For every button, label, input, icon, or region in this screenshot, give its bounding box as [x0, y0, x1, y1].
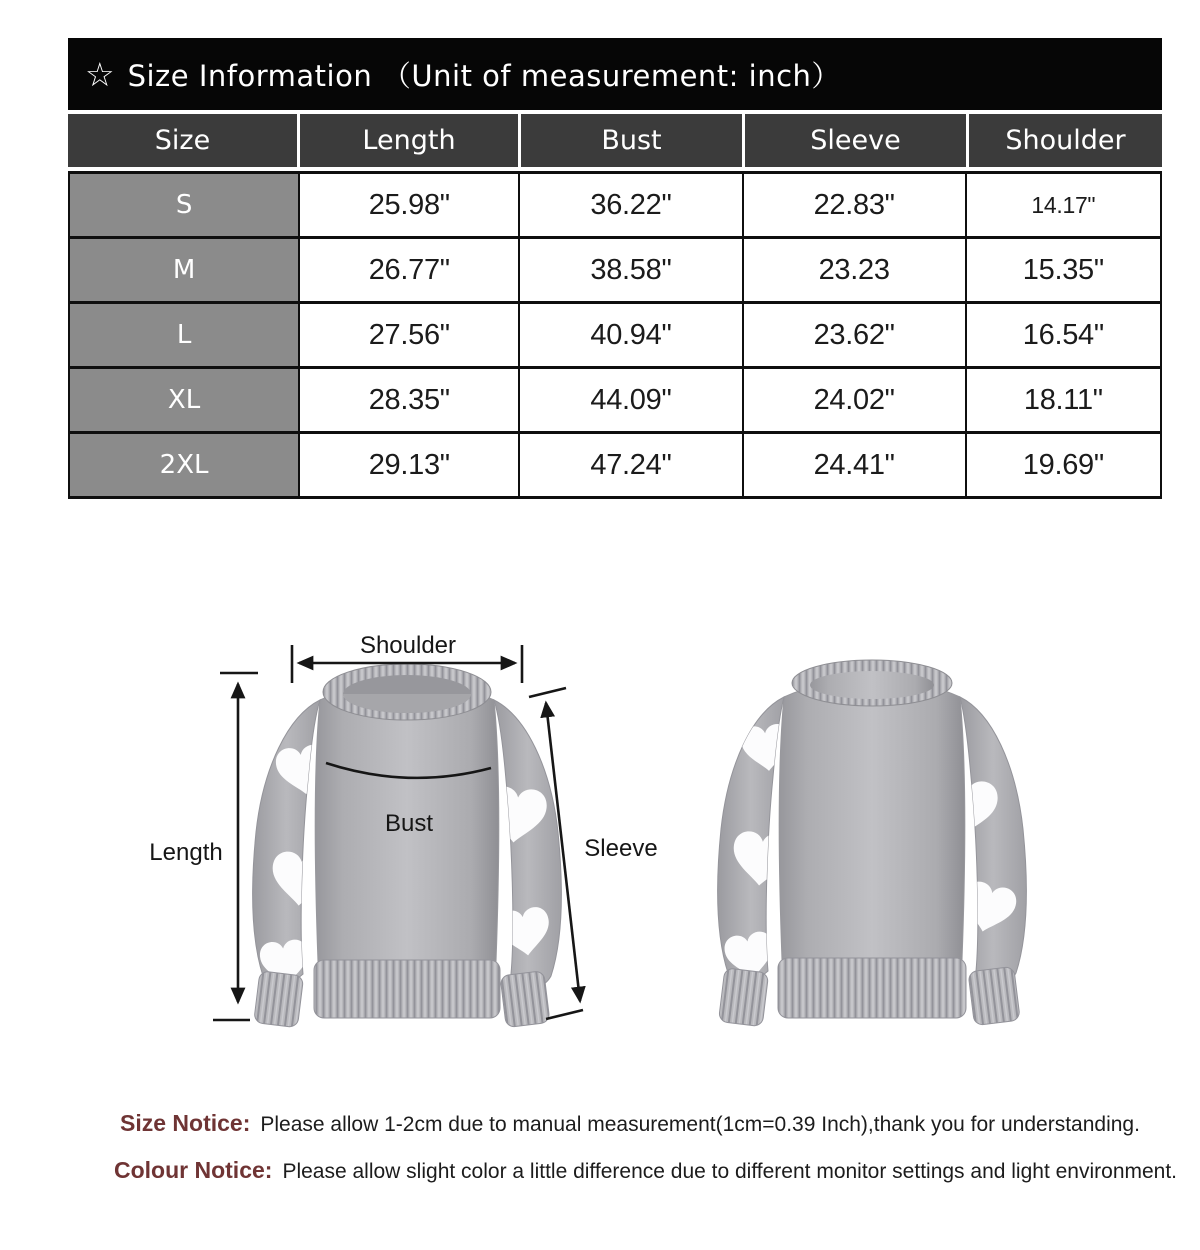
value-cell: 25.98" [298, 174, 518, 236]
table-header-row [68, 114, 1162, 167]
size-cell: S [70, 174, 298, 236]
value-cell: 22.83" [742, 174, 965, 236]
colour-notice-label: Colour Notice: [114, 1157, 273, 1183]
value-cell: 27.56" [298, 304, 518, 366]
size-cell: L [70, 304, 298, 366]
column-header-shoulder: Shoulder [966, 114, 1162, 167]
value-cell: 28.35" [298, 369, 518, 431]
sweater-front-illustration [253, 664, 562, 1028]
column-header-size: Size [154, 125, 211, 156]
star-icon: ☆ [85, 54, 115, 94]
value-cell: 15.35" [965, 239, 1160, 301]
size-cell: XL [70, 369, 298, 431]
colour-notice-text: Please allow slight color a little difference due to different monitor settings and light environment. [282, 1160, 1178, 1183]
size-notice-text: Please allow 1-2cm due to manual measurement(1cm=0.39 Inch),thank you for understanding. [260, 1113, 1140, 1136]
column-header-sleeve: Sleeve [742, 114, 966, 167]
size-notice-label: Size Notice: [120, 1110, 251, 1136]
page-title: Size Information （Unit of measurement: inch） [127, 58, 841, 93]
length-label: Length [149, 839, 223, 866]
sleeve-label: Sleeve [584, 835, 658, 862]
table-row [70, 171, 1160, 236]
title-bar [68, 38, 1162, 110]
size-cell: 2XL [70, 434, 298, 496]
column-header-bust: Bust [518, 114, 742, 167]
value-cell: 18.11" [965, 369, 1160, 431]
bust-label: Bust [384, 810, 434, 837]
sweater-diagram [0, 600, 1200, 1080]
shoulder-label: Shoulder [359, 632, 457, 659]
column-header-length: Length [297, 114, 518, 167]
value-cell: 26.77" [298, 239, 518, 301]
size-notice [120, 1110, 1140, 1137]
value-cell: 44.09" [518, 369, 741, 431]
table-row [70, 366, 1160, 431]
value-cell: 24.02" [742, 369, 965, 431]
table-row [70, 301, 1160, 366]
value-cell: 47.24" [518, 434, 741, 496]
size-table-body [68, 171, 1162, 499]
value-cell: 23.23 [742, 239, 965, 301]
value-cell: 24.41" [742, 434, 965, 496]
value-cell: 29.13" [298, 434, 518, 496]
colour-notice [114, 1157, 1177, 1184]
value-cell: 19.69" [965, 434, 1160, 496]
value-cell: 14.17" [965, 174, 1160, 236]
table-row [70, 431, 1160, 496]
table-row [70, 236, 1160, 301]
value-cell: 16.54" [965, 304, 1160, 366]
size-cell: M [70, 239, 298, 301]
value-cell: 40.94" [518, 304, 741, 366]
sweater-back-illustration [718, 660, 1027, 1027]
value-cell: 36.22" [518, 174, 741, 236]
value-cell: 23.62" [742, 304, 965, 366]
value-cell: 38.58" [518, 239, 741, 301]
